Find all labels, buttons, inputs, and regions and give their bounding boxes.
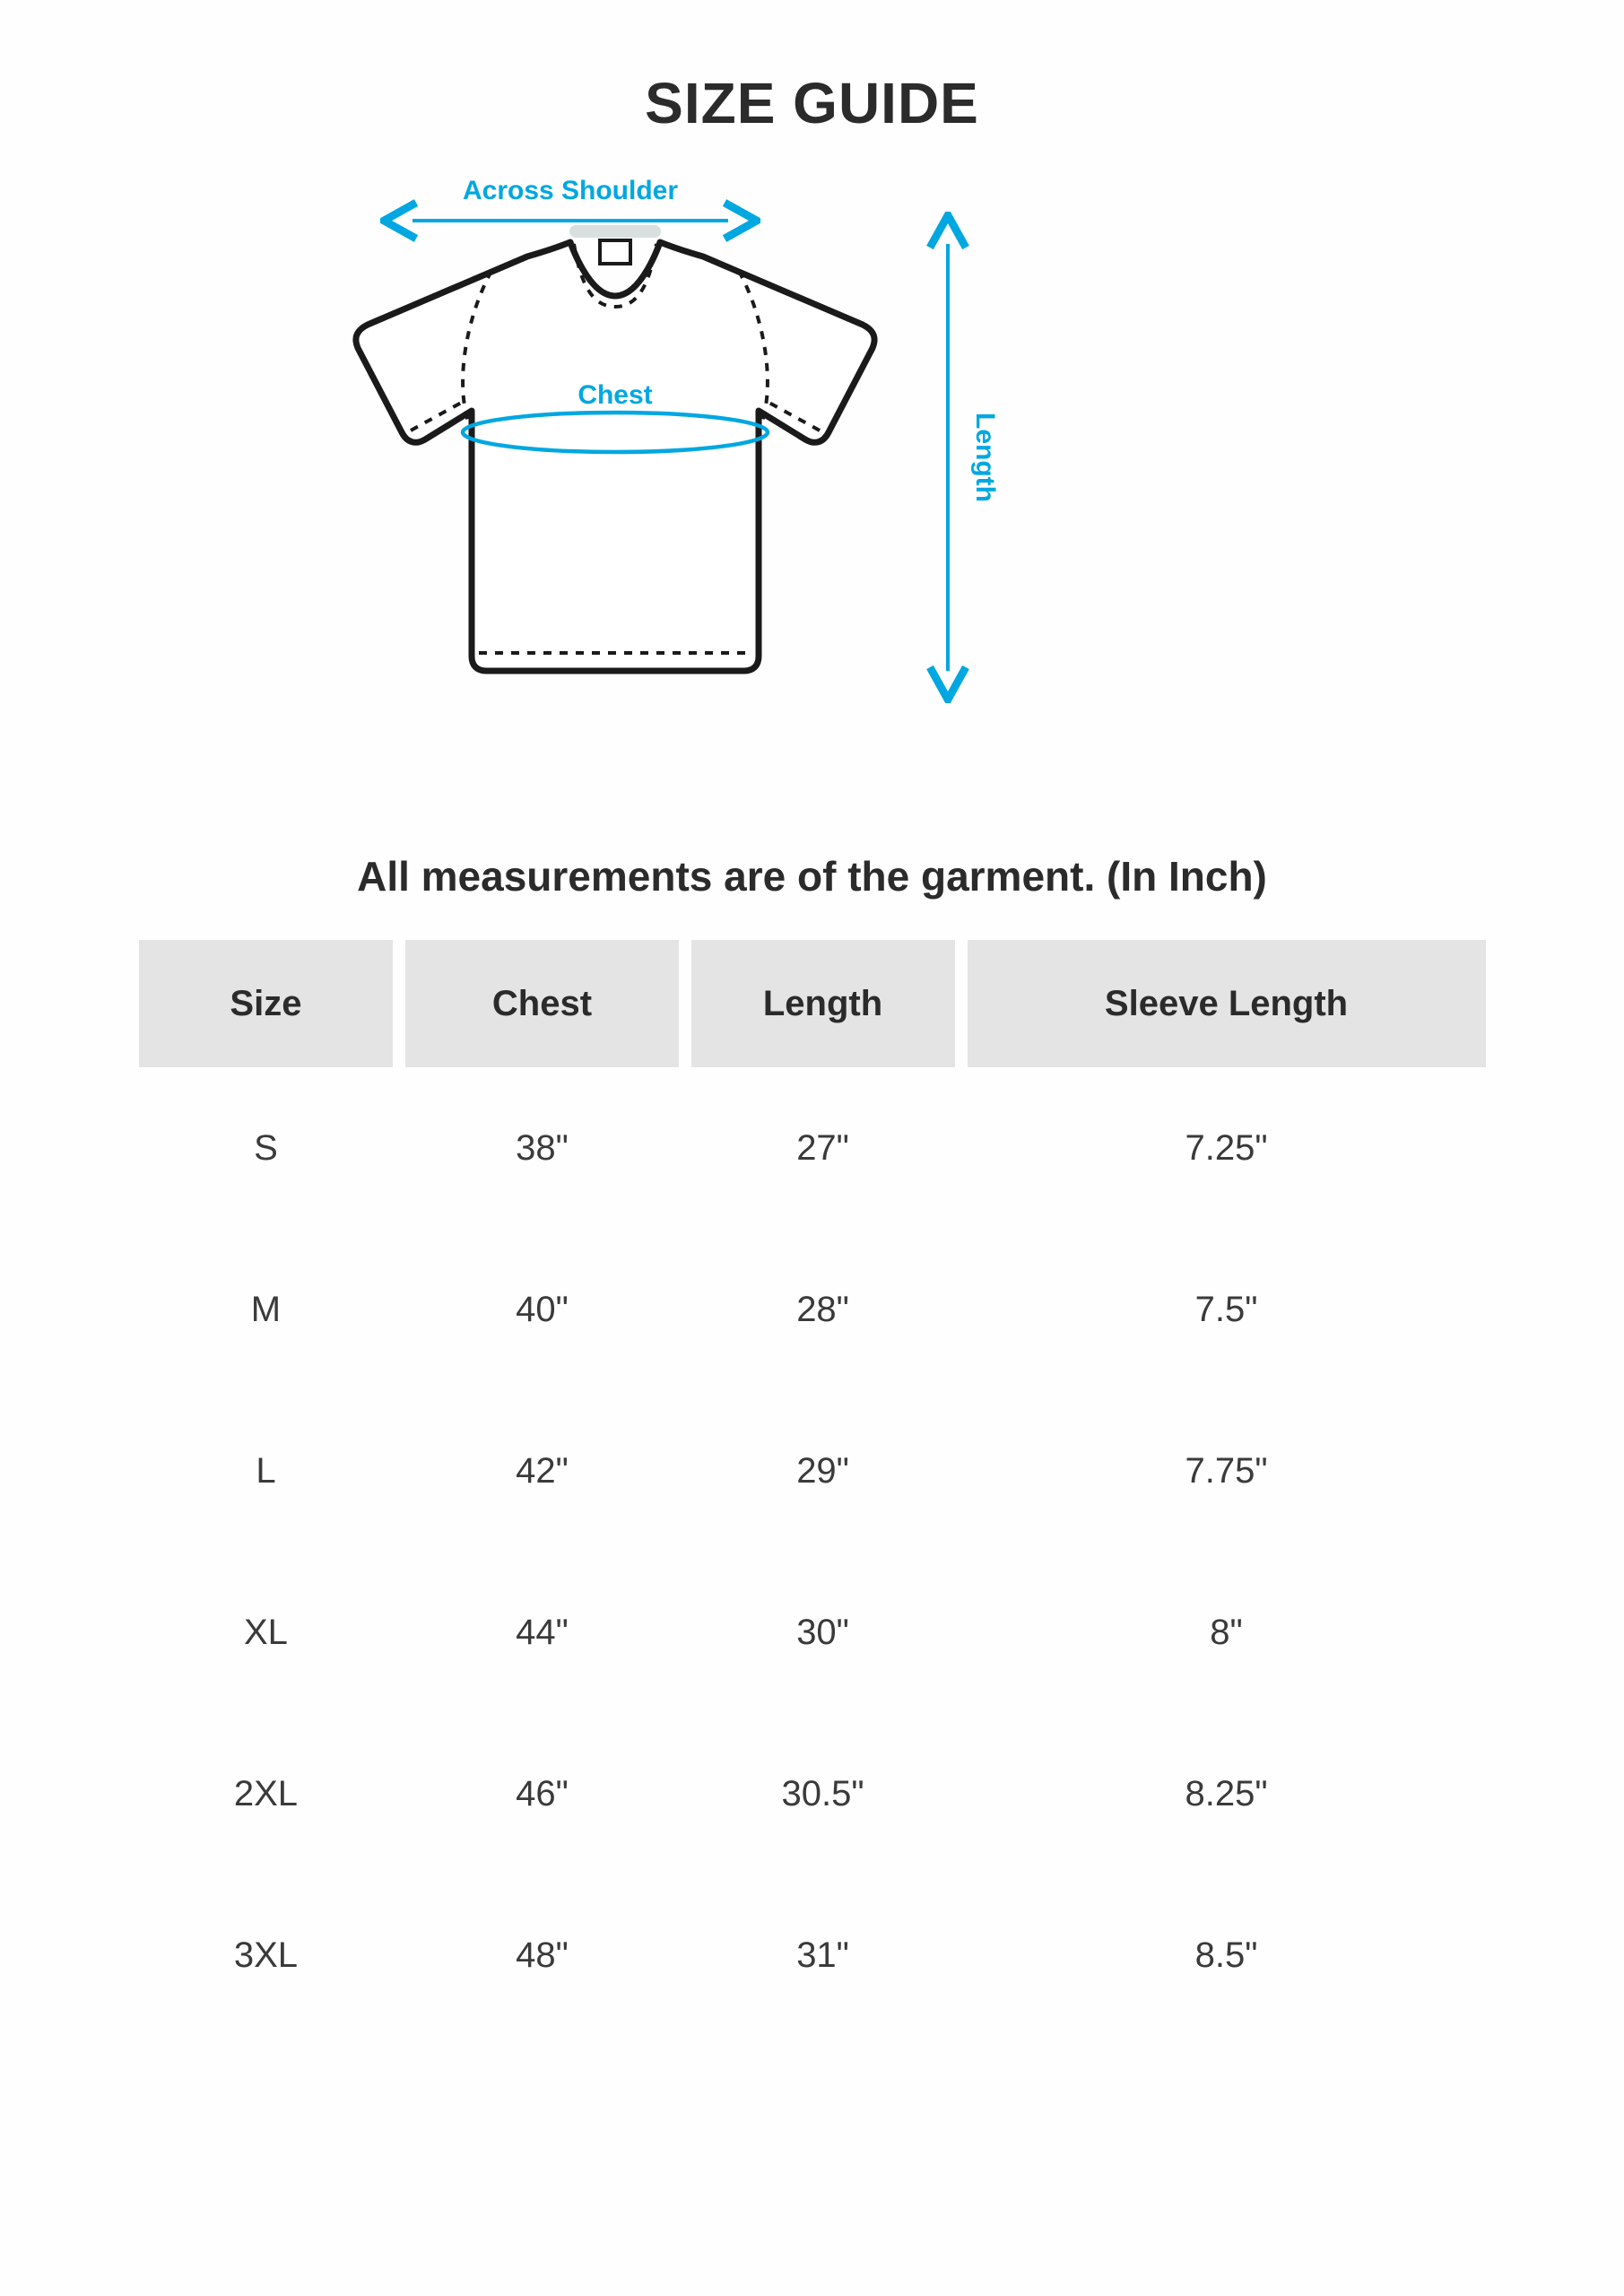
page-title: SIZE GUIDE: [645, 71, 979, 135]
tshirt-diagram: [176, 161, 1449, 816]
cell-chest: 42": [516, 1450, 569, 1491]
cell-sleeve: 7.75": [1185, 1450, 1268, 1491]
measurement-note: All measurements are of the garment. (In Inch): [357, 853, 1267, 900]
header-chest: Chest: [405, 940, 678, 1067]
cell-length: 27": [796, 1127, 849, 1168]
cell-length: 31": [796, 1935, 849, 1975]
cell-size: S: [254, 1127, 278, 1168]
cell-sleeve: 8.5": [1194, 1935, 1258, 1975]
cell-length: 29": [796, 1450, 849, 1491]
cell-sleeve: 8.25": [1185, 1773, 1268, 1813]
size-table: [126, 940, 1498, 2036]
cell-size: L: [256, 1450, 276, 1491]
cell-sleeve: 7.5": [1194, 1289, 1258, 1329]
cell-size: M: [250, 1289, 282, 1329]
header-size: Size: [139, 940, 394, 1067]
header-sleeve-length: Sleeve Length: [968, 940, 1486, 1067]
cell-chest: 48": [516, 1935, 569, 1975]
cell-sleeve: 7.25": [1185, 1127, 1268, 1168]
length-label: Length: [969, 413, 1000, 502]
chest-label: Chest: [577, 380, 653, 410]
cell-size: XL: [243, 1612, 288, 1652]
cell-size: 3XL: [233, 1935, 299, 1975]
table-row: [139, 1229, 1486, 1390]
cell-size: 2XL: [233, 1773, 299, 1813]
cell-length: 30.5": [781, 1773, 864, 1813]
table-row: [139, 1390, 1486, 1552]
cell-sleeve: 8": [1210, 1612, 1243, 1652]
cell-length: 28": [796, 1289, 849, 1329]
table-row: [139, 1713, 1486, 1874]
table-row: [139, 1067, 1486, 1229]
cell-chest: 44": [516, 1612, 569, 1652]
cell-length: 30": [796, 1612, 849, 1652]
cell-chest: 40": [516, 1289, 569, 1329]
table-row: [139, 1874, 1486, 2036]
cell-chest: 38": [516, 1127, 569, 1168]
cell-chest: 46": [516, 1773, 569, 1813]
table-row: [139, 1552, 1486, 1713]
table-header-row: [139, 940, 1486, 1067]
across-shoulder-label: Across Shoulder: [462, 176, 678, 205]
header-length: Length: [691, 940, 955, 1067]
